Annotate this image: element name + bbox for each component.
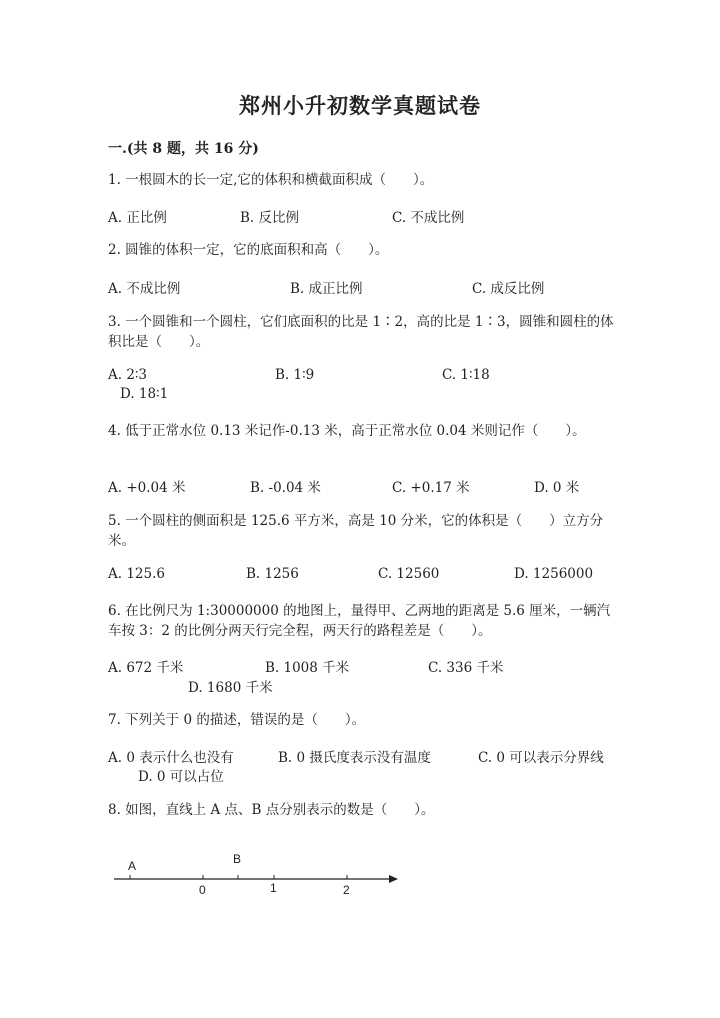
q7-option-d[interactable]: D. 0 可以占位 (138, 769, 224, 785)
q5-option-a[interactable]: A. 125.6 (108, 566, 165, 582)
q5-option-b[interactable]: B. 1256 (246, 566, 299, 582)
q7-option-b[interactable]: B. 0 摄氏度表示没有温度 (278, 750, 431, 766)
q5-option-c[interactable]: C. 12560 (378, 566, 440, 582)
q6-option-a[interactable]: A. 672 千米 (108, 660, 184, 676)
question-4: 4. 低于正常水位 0.13 米记作-0.13 米，高于正常水位 0.04 米则记作（ ）。 (108, 423, 586, 439)
q3-option-b[interactable]: B. 1∶9 (275, 367, 315, 383)
question-6: 6. 在比例尺为 1:30000000 的地图上，量得甲、乙两地的距离是 5.6 厘米，一辆汽车按 3：2 的比例分两天行完全程，两天行的路程差是（ ）。 (108, 603, 611, 639)
question-1: 1. 一根圆木的长一定,它的体积和横截面积成（ ）。 (108, 172, 434, 188)
q4-option-a[interactable]: A. +0.04 米 (108, 480, 186, 496)
q7-option-c[interactable]: C. 0 可以表示分界线 (478, 750, 604, 766)
q6-option-d[interactable]: D. 1680 千米 (188, 680, 273, 696)
q1-option-c[interactable]: C. 不成比例 (392, 210, 465, 226)
q2-option-c[interactable]: C. 成反比例 (472, 281, 545, 297)
number-line-figure (110, 850, 400, 898)
q7-option-a[interactable]: A. 0 表示什么也没有 (108, 750, 234, 766)
q1-option-a[interactable]: A. 正比例 (108, 210, 167, 226)
tick-label-2: 2 (343, 883, 350, 897)
question-7: 7. 下列关于 0 的描述，错误的是（ ）。 (108, 712, 366, 728)
tick-label-1: 1 (270, 881, 277, 895)
q4-option-b[interactable]: B. -0.04 米 (250, 480, 321, 496)
section-heading: 一.(共 8 题，共 16 分) (108, 141, 259, 157)
q4-option-d[interactable]: D. 0 米 (534, 480, 580, 496)
q3-option-c[interactable]: C. 1∶18 (442, 367, 490, 383)
q2-option-a[interactable]: A. 不成比例 (108, 281, 181, 297)
question-3: 3. 一个圆锥和一个圆柱，它们底面积的比是 1∶2，高的比是 1∶3，圆锥和圆柱的体积比是（ ）。 (108, 314, 614, 350)
number-line-arrow (389, 875, 398, 883)
question-5: 5. 一个圆柱的侧面积是 125.6 平方米，高是 10 分米，它的体积是（ ）立方分米。 (108, 513, 604, 549)
question-2: 2. 圆锥的体积一定，它的底面积和高（ ）。 (108, 242, 389, 258)
question-8: 8. 如图，直线上 A 点、B 点分别表示的数是（ ）。 (108, 802, 435, 818)
tick-label-0: 0 (199, 883, 206, 897)
point-b-label: B (233, 852, 242, 866)
q6-option-b[interactable]: B. 1008 千米 (265, 660, 350, 676)
q3-option-d[interactable]: D. 18∶1 (120, 386, 169, 402)
page-title: 郑州小升初数学真题试卷 (239, 93, 481, 118)
q5-option-d[interactable]: D. 1256000 (514, 566, 594, 582)
q6-option-c[interactable]: C. 336 千米 (428, 660, 504, 676)
point-a-label: A (128, 859, 137, 873)
q1-option-b[interactable]: B. 反比例 (240, 210, 300, 226)
q2-option-b[interactable]: B. 成正比例 (290, 281, 363, 297)
q3-option-a[interactable]: A. 2∶3 (108, 367, 148, 383)
q4-option-c[interactable]: C. +0.17 米 (392, 480, 470, 496)
